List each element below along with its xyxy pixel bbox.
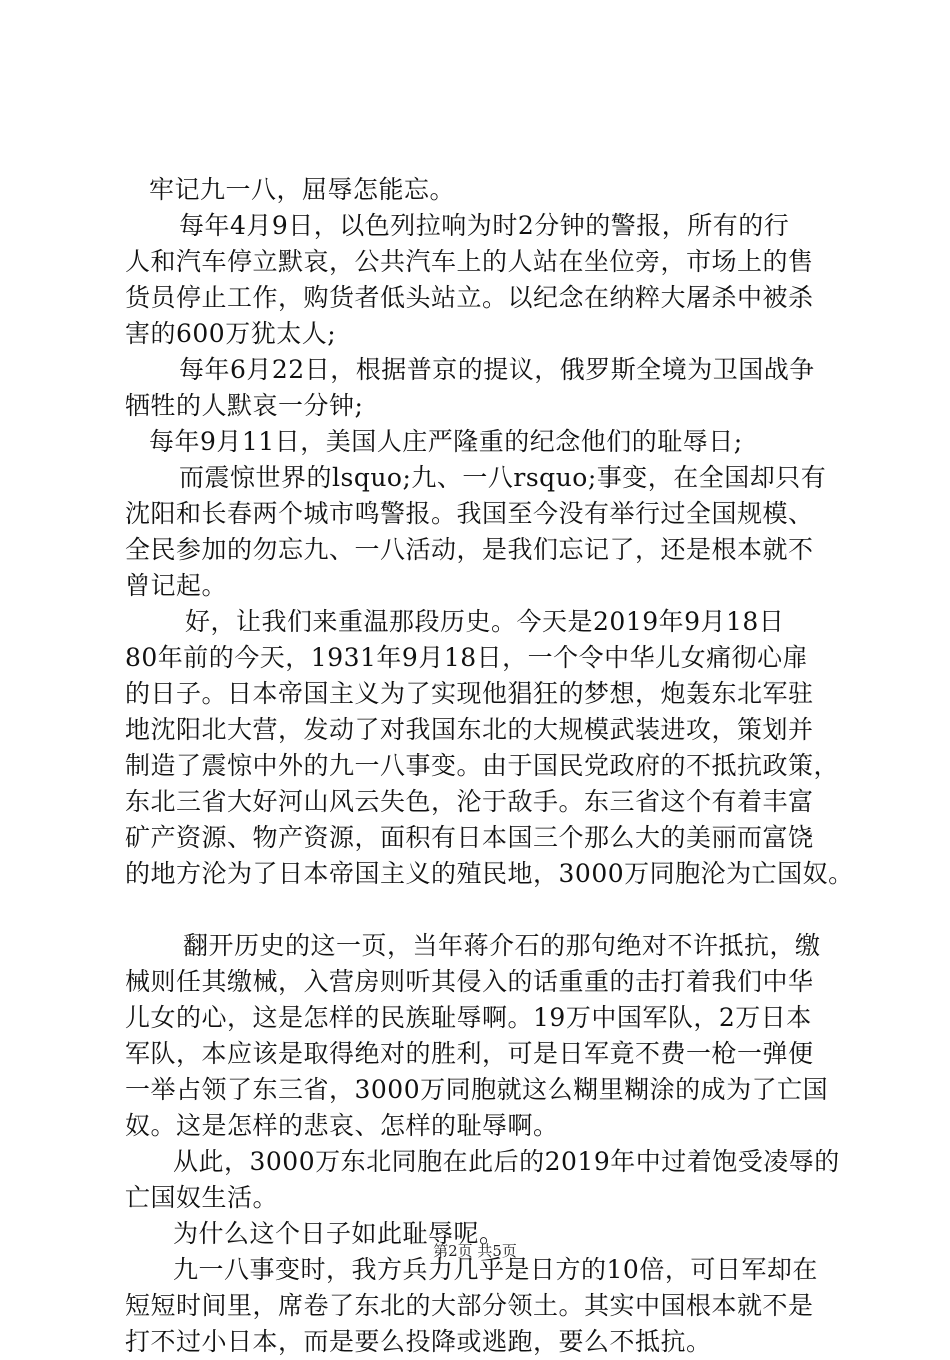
text-line: 亡国奴生活。: [125, 1183, 279, 1212]
text-line: 矿产资源、物产资源，面积有日本国三个那么大的美丽而富饶: [125, 823, 814, 852]
text-line: 的日子。日本帝国主义为了实现他猖狂的梦想，炮轰东北军驻: [125, 679, 814, 708]
text-line: 为什么这个日子如此耻辱呢。: [173, 1219, 505, 1248]
text-line: 的地方沦为了日本帝国主义的殖民地，3000万同胞沦为亡国奴。: [125, 859, 854, 888]
document-body: [125, 172, 854, 1360]
page-number-footer: 第2页 共5页: [433, 1242, 517, 1260]
text-line: 每年6月22日，根据普京的提议，俄罗斯全境为卫国战争: [179, 355, 815, 384]
text-line: 从此，3000万东北同胞在此后的2019年中过着饱受凌辱的: [173, 1147, 840, 1176]
text-line: 一举占领了东三省，3000万同胞就这么糊里糊涂的成为了亡国: [125, 1075, 829, 1104]
text-line: 而震惊世界的lsquo;九、一八rsquo;事变，在全国却只有: [179, 463, 827, 492]
paragraph-gap: [125, 892, 845, 928]
text-line: 奴。这是怎样的悲哀、怎样的耻辱啊。: [125, 1111, 559, 1140]
text-line: 害的600万犹太人;: [125, 319, 337, 348]
text-line: 制造了震惊中外的九一八事变。由于国民党政府的不抵抗政策，: [125, 751, 840, 780]
text-line: 牢记九一八，屈辱怎能忘。: [149, 175, 456, 204]
text-line: 人和汽车停立默哀，公共汽车上的人站在坐位旁，市场上的售: [125, 247, 814, 276]
text-line: 每年4月9日，以色列拉响为时2分钟的警报，所有的行: [179, 211, 790, 240]
text-line: 东北三省大好河山风云失色，沦于敌手。东三省这个有着丰富: [125, 787, 814, 816]
text-line: 儿女的心，这是怎样的民族耻辱啊。19万中国军队，2万日本: [125, 1003, 812, 1032]
text-line: 货员停止工作，购货者低头站立。以纪念在纳粹大屠杀中被杀: [125, 283, 814, 312]
text-line: 全民参加的勿忘九、一八活动，是我们忘记了，还是根本就不: [125, 535, 814, 564]
text-line: 械则任其缴械，入营房则听其侵入的话重重的击打着我们中华: [125, 967, 814, 996]
text-line: 短短时间里，席卷了东北的大部分领土。其实中国根本就不是: [125, 1291, 814, 1320]
text-line: 80年前的今天，1931年9月18日，一个令中华儿女痛彻心扉: [125, 643, 809, 672]
text-line: 九一八事变时，我方兵力几乎是日方的10倍，可日军却在: [173, 1255, 818, 1284]
text-line: 打不过小日本，而是要么投降或逃跑，要么不抵抗。: [125, 1327, 712, 1356]
text-line: 每年9月11日，美国人庄严隆重的纪念他们的耻辱日;: [149, 427, 743, 456]
text-line: 沈阳和长春两个城市鸣警报。我国至今没有举行过全国规模、: [125, 499, 814, 528]
text-line: 地沈阳北大营，发动了对我国东北的大规模武装进攻，策划并: [125, 715, 814, 744]
text-line: 翻开历史的这一页，当年蒋介石的那句绝对不许抵抗，缴: [183, 931, 821, 960]
text-line: 曾记起。: [125, 571, 228, 600]
text-line: 好，让我们来重温那段历史。今天是2019年9月18日: [185, 607, 785, 636]
text-line: 牺牲的人默哀一分钟;: [125, 391, 364, 420]
text-line: 军队，本应该是取得绝对的胜利，可是日军竟不费一枪一弹便: [125, 1039, 814, 1068]
